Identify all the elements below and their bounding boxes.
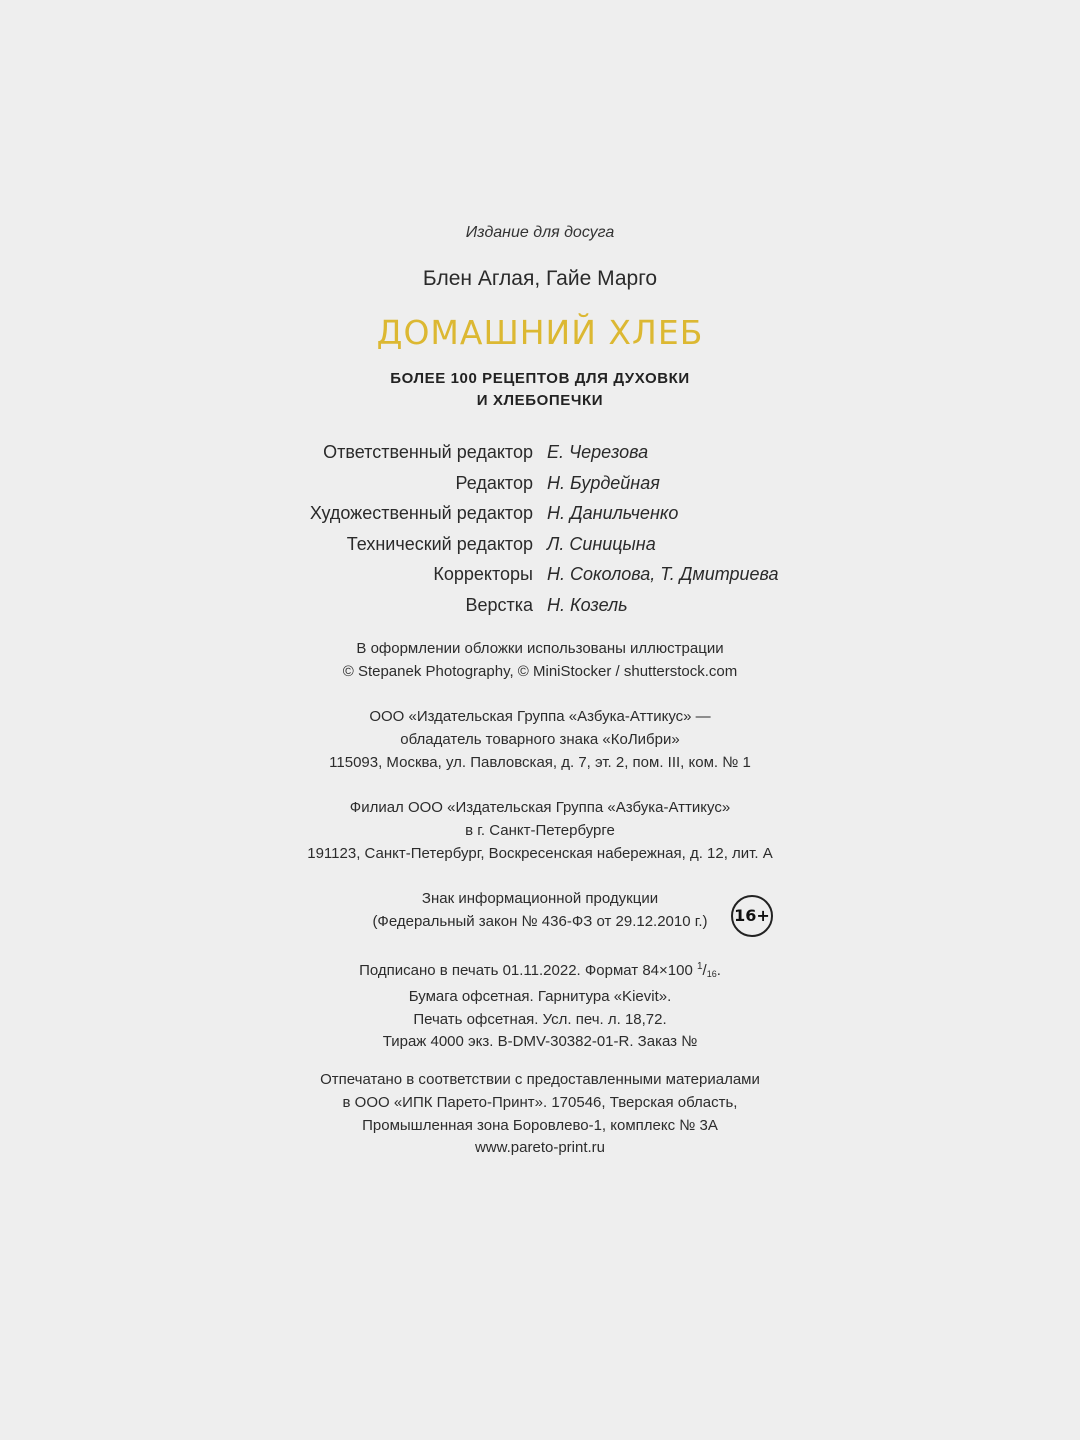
text-line: Отпечатано в соответствии с предоставленными материалами	[320, 1071, 760, 1088]
credit-row	[0, 468, 1080, 499]
credit-name: Н. Козель	[547, 594, 628, 615]
credits-list	[0, 437, 1080, 621]
credit-row	[0, 529, 1080, 560]
text-line: в г. Санкт-Петербурге	[465, 821, 615, 839]
branch-info	[0, 797, 1080, 865]
subtitle-line: БОЛЕЕ 100 РЕЦЕПТОВ ДЛЯ ДУХОВКИ	[390, 370, 690, 387]
credit-row	[0, 437, 1080, 468]
text-line: Филиал ООО «Издательская Группа «Азбука-Аттикус»	[349, 799, 731, 816]
book-subtitle	[0, 368, 1080, 412]
text-line: 191123, Санкт-Петербург, Воскресенская набережная, д. 12, лит. А	[307, 844, 773, 862]
subtitle-line: И ХЛЕБОПЕЧКИ	[476, 392, 604, 409]
credit-row	[0, 498, 1080, 529]
credit-role: Верстка	[465, 594, 533, 615]
credit-role: Корректоры	[433, 564, 533, 585]
format-text: Подписано в печать 01.11.2022. Формат 84×100	[359, 962, 693, 979]
credit-role: Ответственный редактор	[323, 442, 533, 462]
publisher-info	[0, 706, 1080, 774]
text-line: В оформлении обложки использованы иллюстрации	[356, 640, 724, 657]
info-product-sign	[0, 888, 1080, 934]
credit-row	[0, 559, 1080, 590]
text-line: 115093, Москва, ул. Павловская, д. 7, эт. 2, пом. III, ком. № 1	[329, 753, 751, 771]
text-line: обладатель товарного знака «КоЛибри»	[400, 730, 680, 748]
credit-name: Е. Черезова	[547, 442, 649, 462]
text-line: Тираж 4000 экз. B-DMV-30382-01-R. Заказ №	[382, 1033, 698, 1051]
text-line: Промышленная зона Боровлево-1, комплекс № 3А	[362, 1116, 718, 1134]
text-line: Подписано в печать 01.11.2022. Формат 84×100 $^1$/16.	[359, 961, 721, 979]
print-details	[0, 956, 1080, 1054]
text-line: Бумага офсетная. Гарнитура «Kievit».	[408, 987, 672, 1005]
credit-role: Редактор	[455, 472, 533, 493]
text-line: (Федеральный закон № 436-ФЗ от 29.12.2010 г.)	[372, 912, 708, 930]
printing-house-info	[0, 1069, 1080, 1160]
text-line: Знак информационной продукции	[421, 890, 659, 907]
credit-name: Н. Соколова, Т. Дмитриева	[547, 564, 779, 585]
credit-row	[0, 590, 1080, 621]
credit-name: Н. Бурдейная	[547, 472, 660, 493]
credit-role: Технический редактор	[346, 533, 533, 554]
book-title: ДОМАШНИЙ ХЛЕБ	[376, 313, 704, 352]
text-line: в ООО «ИПК Парето-Принт». 170546, Тверская область,	[342, 1093, 738, 1111]
website-link[interactable]: www.pareto-print.ru	[474, 1139, 606, 1157]
text-line: © Stepanek Photography, © MiniStocker / shutterstock.com	[342, 662, 738, 680]
text-line: ООО «Издательская Группа «Азбука-Аттикус» —	[369, 708, 711, 725]
format-numerator: 1	[696, 961, 703, 972]
format-denominator: 16	[706, 969, 717, 979]
credit-name: Л. Синицына	[547, 533, 656, 554]
text-line: Печать офсетная. Усл. печ. л. 18,72.	[413, 1010, 667, 1028]
book-authors: Блен Аглая, Гайе Марго	[422, 267, 658, 290]
credit-role: Художественный редактор	[309, 503, 533, 524]
age-rating-badge: 16+	[731, 895, 773, 937]
illustrations-credit	[0, 638, 1080, 684]
credit-name: Н. Данильченко	[547, 503, 679, 524]
series-label: Издание для досуга	[465, 224, 615, 241]
